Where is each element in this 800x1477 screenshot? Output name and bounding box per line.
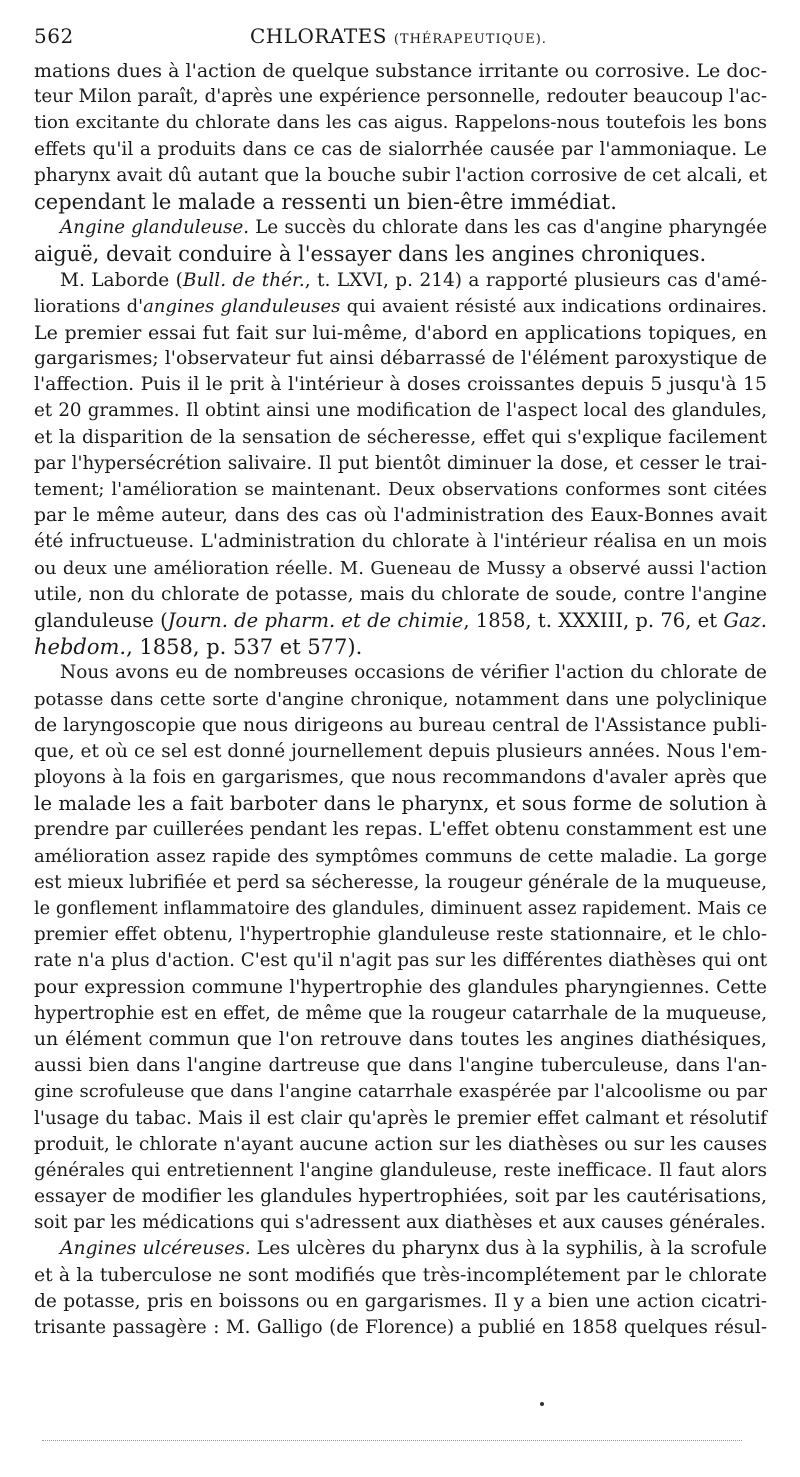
text-segment: utile, non du chlorate de potasse, mais du chlorate de soude, contre l'angine [34,583,767,605]
text-segment: que, et où ce sel est donné journellement depuis plusieurs années. Nous l'em- [34,740,767,762]
text-segment: été infructueuse. L'administration du chlorate à l'intérieur réalisa en un mois [34,531,767,553]
text-segment: , t. LXVI, p. 214) a rapporté plusieurs cas d'amé- [304,269,767,291]
text-line [34,1053,767,1079]
text-line [34,215,767,241]
text-line [34,582,767,608]
text-segment: de potasse, pris en boissons ou en gargarismes. Il y a bien une action cicatri- [34,1290,767,1312]
text-segment: par l'hypersécrétion salivaire. Il put bientôt diminuer la dose, et cesser le trai- [34,452,767,474]
text-segment: soit par les médications qui s'adressent aux diathèses et aux causes générales. [34,1212,766,1234]
text-line [34,84,767,110]
text-line [34,975,767,1001]
text-line [34,870,767,896]
text-line [34,1106,767,1132]
text-line [34,425,767,451]
running-header [34,24,767,58]
text-segment: amélioration assez rapide des symptômes communs de cette maladie. La gorge [34,845,767,867]
text-segment: l'usage du tabac. Mais il est clair qu'après le premier effet calmant et résolutif [34,1107,767,1129]
text-line [34,948,767,974]
text-line [34,791,767,817]
text-line [34,634,767,660]
text-segment: , 1858, p. 537 et 577). [126,635,363,660]
text-segment: le malade les a fait barboter dans le pharynx, et sous forme de solution à [34,792,767,816]
text-segment: pour expression commune l'hypertrophie des glandules pharyngiennes. Cette [34,976,767,998]
text-segment: liorations d' [34,295,144,317]
text-line [34,713,767,739]
text-line [34,137,767,163]
text-line [34,817,767,843]
text-line [34,372,767,398]
text-line [34,503,767,529]
text-segment: par le même auteur, dans des cas où l'administration des Eaux-Bonnes avait [34,505,767,527]
text-line [34,529,767,555]
text-line [34,1027,767,1053]
running-title [224,24,767,48]
text-line [34,346,767,372]
text-line [34,896,767,922]
text-segment: l'affection. Puis il le prit à l'intérieur à doses croissantes depuis 5 jusqu'à 15 [34,374,767,396]
text-segment: effets qu'il a produits dans ce cas de sialorrhée causée par l'ammoniaque. Le [34,138,767,160]
text-line [34,1184,767,1210]
text-segment: tion excitante du chlorate dans les cas aigus. Rappelons-nous toutefois les bons [34,112,767,134]
text-segment: tement; l'amélioration se maintenant. Deux observations conformes sont citées [34,479,767,500]
text-segment: trisante passagère : M. Galligo (de Florence) a publié en 1858 quelques résul- [34,1317,767,1338]
text-line [34,765,767,791]
text-line [34,1132,767,1158]
text-line [34,110,767,136]
text-segment: et la disparition de la sensation de sécheresse, effet qui s'explique facilement [34,426,767,448]
text-segment: ou deux une amélioration réelle. M. Gueneau de Mussy a observé aussi l'action [34,557,767,579]
text-line [34,1079,767,1105]
text-segment: et 20 grammes. Il obtint ainsi une modification de l'aspect local des glandules, [34,400,767,422]
text-line [34,163,767,189]
text-segment: prendre par cuillerées pendant les repas. L'effet obtenu constamment est une [34,819,767,841]
print-mark [540,1402,544,1406]
text-segment: de laryngoscopie que nous dirigeons au bureau central de l'Assistance publi- [34,714,767,736]
text-line [34,294,767,320]
text-segment: cependant le malade a ressenti un bien-être immédiat. [34,189,617,214]
text-segment: Les ulcères du pharynx dus à la syphilis, à la scrofule [250,1238,767,1260]
text-segment: Le premier essai fut fait sur lui-même, d'abord en applications topiques, en [34,321,767,344]
body-text [34,58,767,1341]
text-segment: et à la tuberculose ne sont modifiés que très-incomplétement par le chlorate [34,1264,767,1286]
text-segment: gargarismes; l'observateur fut ainsi débarrassé de l'élément paroxystique de [34,348,767,370]
italic-segment: hebdom. [34,635,127,660]
text-segment: ployons à la fois en gargarismes, que nous recommandons d'avaler après que [34,767,767,789]
italic-segment: Gaz. [723,608,767,632]
running-title-main: CHLORATES [250,24,387,48]
text-segment: M. Laborde ( [60,269,183,291]
text-line [34,1289,767,1315]
text-segment: aussi bien dans l'angine dartreuse que dans l'angine tuberculeuse, dans l'an- [34,1055,767,1077]
text-segment: générales qui entretiennent l'angine glanduleuse, reste inefficace. Il faut alors [34,1159,767,1181]
text-line [34,687,767,713]
text-segment: glanduleuse ( [34,608,168,632]
text-line [34,398,767,424]
text-line [34,739,767,765]
text-segment: mations dues à l'action de quelque substance irritante ou corrosive. Le doc- [34,60,767,82]
text-line [34,58,767,84]
text-line [34,1263,767,1289]
text-line [34,320,767,346]
italic-segment: Journ. de pharm. et de chimie [167,608,464,632]
text-line [34,1158,767,1184]
text-segment: est mieux lubrifiée et perd sa sécheresse, la rougeur générale de la muqueuse, [34,871,767,893]
text-line [34,608,767,634]
text-segment: qui avaient résisté aux indications ordinaires. [340,295,767,317]
text-segment: potasse dans cette sorte d'angine chronique, notamment dans une polyclinique [34,688,767,710]
text-segment: hypertrophie est en effet, de même que la rougeur catarrhale de la muqueuse, [34,1002,767,1024]
text-line [34,268,767,294]
bottom-rule [42,1440,742,1441]
text-line [34,241,767,267]
text-segment: Le succès du chlorate dans les cas d'angine pharyngée [249,217,767,239]
text-segment: pharynx avait dû autant que la bouche subir l'action corrosive de cet alcali, et [34,164,767,186]
italic-segment: Bull. de thér. [182,269,305,291]
text-line [34,1236,767,1262]
italic-segment: Angine glanduleuse. [60,217,250,239]
text-segment: gine scrofuleuse que dans l'angine catarrhale exaspérée par l'alcoolisme ou par [34,1081,767,1103]
italic-segment: angines glanduleuses [143,295,341,317]
text-line [34,477,767,503]
text-segment: le gonflement inflammatoire des glandules, diminuent assez rapidement. Mais ce [34,899,767,919]
text-segment: teur Milon paraît, d'après une expérience personnelle, redouter beaucoup l'ac- [34,86,767,108]
document-page [34,24,767,1341]
text-segment: essayer de modifier les glandules hypertrophiées, soit par les cautérisations, [34,1186,767,1208]
italic-segment: Angines ulcéreuses. [60,1238,251,1260]
text-line [34,844,767,870]
text-segment: aiguë, devait conduire à l'essayer dans les angines chroniques. [34,242,707,267]
text-line [34,451,767,477]
text-line [34,922,767,948]
page-number: 562 [34,24,74,48]
text-segment: un élément commun que l'on retrouve dans toutes les angines diathésiques, [34,1028,767,1050]
text-line [34,660,767,686]
text-segment: Nous avons eu de nombreuses occasions de vérifier l'action du chlorate de [60,662,767,684]
text-segment: premier effet obtenu, l'hypertrophie glanduleuse reste stationnaire, et le chlo- [34,924,767,946]
text-line [34,189,767,215]
running-title-sub: (THÉRAPEUTIQUE). [393,32,547,47]
text-segment: produit, le chlorate n'ayant aucune action sur les diathèses ou sur les causes [34,1133,767,1155]
text-line [34,1315,767,1341]
text-line [34,556,767,582]
text-segment: , 1858, t. XXXIII, p. 76, et [463,608,724,632]
text-line [34,1210,767,1236]
text-segment: rate n'a plus d'action. C'est qu'il n'agit pas sur les différentes diathèses qui ont [34,950,768,972]
text-line [34,1001,767,1027]
